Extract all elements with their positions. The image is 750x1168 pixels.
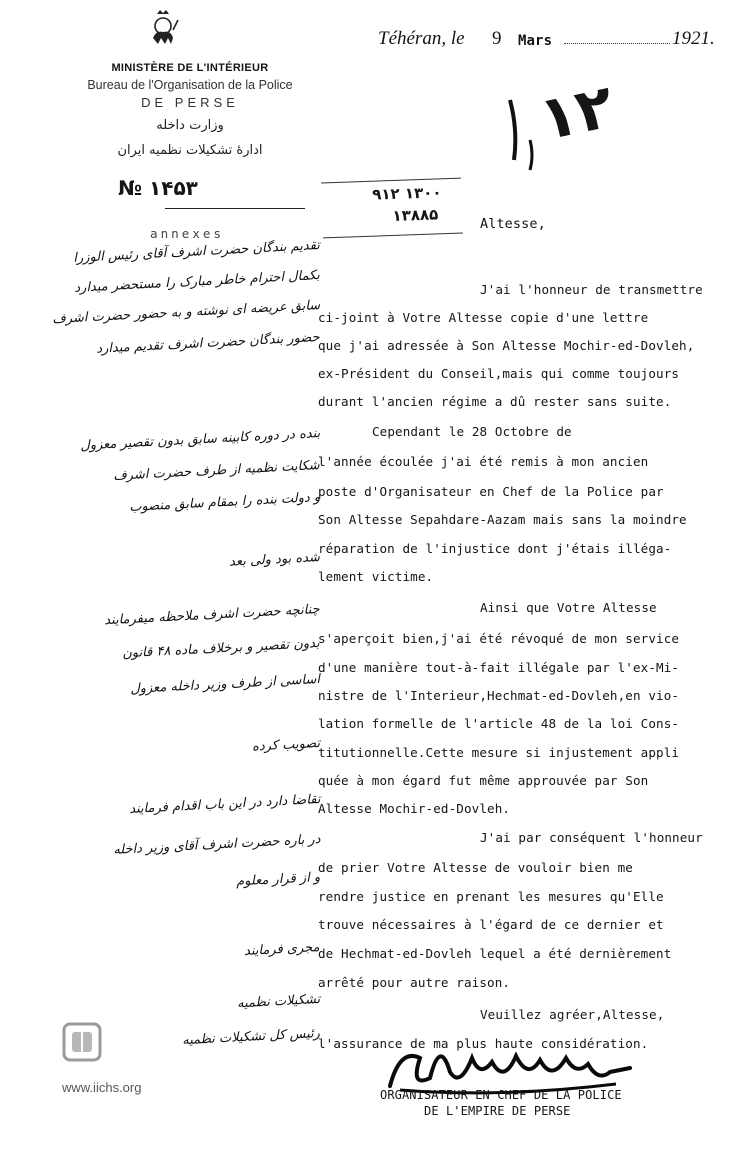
number-underline	[165, 208, 305, 209]
salutation: Altesse,	[480, 216, 546, 232]
body-line-1: J'ai l'honneur de transmettre	[480, 282, 703, 297]
body-line-3: que j'ai adressée à Son Altesse Mochir-ed-Dovleh,	[318, 338, 695, 353]
dateline-place: Téhéran, le	[378, 28, 465, 49]
ministry-heading: MINISTÈRE DE L'INTÉRIEUR	[111, 62, 269, 74]
dateline-dotted-line	[564, 43, 670, 44]
signature-title-1: ORGANISATEUR EN CHEF DE LA POLICE	[380, 1088, 622, 1102]
ministry-heading-fa: وزارت داخله	[156, 118, 224, 133]
handwritten-note-line-15: و از قرار معلوم	[235, 870, 321, 890]
stamp-line-1: ۱۳۰۰ ۹۱۲	[371, 183, 442, 204]
body-line-13: s'aperçoit bien,j'ai été révoqué de mon service	[318, 631, 680, 646]
handwritten-note-line-12: تصویب کرده	[251, 736, 321, 755]
margin-slash-marks	[500, 90, 580, 180]
margin-number-mark: ۱۲	[533, 71, 620, 155]
body-line-7: l'année écoulée j'ai été remis à mon ancien	[318, 454, 649, 469]
dateline-day: 9	[492, 28, 502, 49]
handwritten-note-line-10: بدون تقصیر و برخلاف ماده ۴۸ قانون	[122, 636, 321, 662]
dateline-year: 1921.	[672, 28, 715, 49]
body-line-10: réparation de l'injustice dont j'étais illéga-	[318, 541, 672, 556]
body-line-9: Son Altesse Sepahdare-Aazam mais sans la moindre	[318, 512, 687, 527]
closing-line-1: Veuillez agréer,Altesse,	[480, 1007, 665, 1022]
signature-title-2: DE L'EMPIRE DE PERSE	[424, 1104, 571, 1118]
bureau-heading-fa: ادارهٔ تشکیلات نظمیه ایران	[117, 143, 263, 158]
handwritten-note-line-13: تقاضا دارد در این باب اقدام فرمایند	[128, 792, 321, 818]
handwritten-note-line-7: و دولت بنده را بمقام سابق منصوب	[128, 490, 321, 515]
handwritten-note-line-18: رئیس کل تشکیلات نظمیه	[181, 1026, 321, 1049]
body-line-4: ex-Président du Conseil,mais qui comme toujours	[318, 366, 680, 381]
archive-watermark-url: www.iichs.org	[62, 1080, 142, 1095]
body-line-12: Ainsi que Votre Altesse	[480, 600, 657, 615]
body-line-6: Cependant le 28 Octobre de	[372, 424, 572, 439]
handwritten-note-line-9: چنانچه حضرت اشرف ملاحظه میفرمایند	[104, 602, 321, 629]
body-line-17: titutionnelle.Cette mesure si injustement appli	[318, 745, 680, 760]
body-line-2: ci-joint à Votre Altesse copie d'une lettre	[318, 310, 649, 325]
handwritten-note-line-16: مجری فرمایند	[244, 940, 321, 959]
body-line-20: J'ai par conséquent l'honneur	[480, 830, 703, 845]
lion-and-sun-emblem-icon	[146, 8, 180, 48]
handwritten-note-line-14: در باره حضرت اشرف آقای وزیر داخله	[112, 832, 321, 858]
stamp-line-2: ۱۳۸۸۵	[392, 205, 439, 225]
bureau-heading: Bureau de l'Organisation de la Police	[87, 78, 293, 92]
body-line-11: lement victime.	[318, 569, 434, 584]
body-line-5: durant l'ancien régime a dû rester sans suite.	[318, 394, 672, 409]
body-line-18: quée à mon égard fut même approuvée par Son	[318, 773, 649, 788]
annexes-label: annexes	[150, 226, 225, 241]
body-line-23: trouve nécessaires à l'égard de ce dernier et	[318, 917, 664, 932]
handwritten-note-line-1: تقدیم بندگان حضرت اشرف آقای رئیس الوزرا	[73, 238, 321, 266]
handwritten-note-line-3: سابق عریضه ای نوشته و به حضور حضرت اشرف	[51, 298, 321, 328]
body-line-22: rendre justice en prenant les mesures qu'Elle	[318, 889, 664, 904]
handwritten-note-line-11: اساسی از طرف وزیر داخله معزول	[129, 672, 321, 697]
closing-line-2: l'assurance de ma plus haute considération.	[318, 1036, 649, 1051]
handwritten-note-line-8: شده بود ولی بعد	[228, 550, 321, 570]
document-number: № ۱۴۵۳	[118, 176, 198, 200]
handwritten-note-line-2: بکمال احترام خاطر مبارک را مستحضر میدارد	[74, 268, 321, 296]
handwritten-note-line-4: حضور بندگان حضرت اشرف تقدیم میدارد	[96, 330, 321, 357]
body-line-8: poste d'Organisateur en Chef de la Police par	[318, 484, 664, 499]
dateline-month: Mars	[518, 33, 553, 49]
handwritten-note-line-17: تشکیلات نظمیه	[236, 992, 321, 1012]
body-line-24: de Hechmat-ed-Dovleh lequel a été dernièrement	[318, 946, 672, 961]
archive-logo-icon	[60, 1020, 104, 1064]
body-line-21: de prier Votre Altesse de vouloir bien me	[318, 860, 633, 875]
body-line-16: lation formelle de l'article 48 de la loi Cons-	[318, 716, 680, 731]
body-line-19: Altesse Mochir-ed-Dovleh.	[318, 801, 511, 816]
handwritten-note-line-5: بنده در دوره کابینه سابق بدون تقصیر معزول	[79, 426, 321, 454]
country-heading: DE PERSE	[141, 95, 239, 110]
body-line-25: arrêté pour autre raison.	[318, 975, 511, 990]
handwritten-note-line-6: شکایت نظمیه از طرف حضرت اشرف	[113, 458, 321, 484]
body-line-14: d'une manière tout-à-fait illégale par l'ex-Mi-	[318, 660, 680, 675]
body-line-15: nistre de l'Interieur,Hechmat-ed-Dovleh,en vio-	[318, 688, 680, 703]
registration-stamp	[321, 178, 463, 239]
